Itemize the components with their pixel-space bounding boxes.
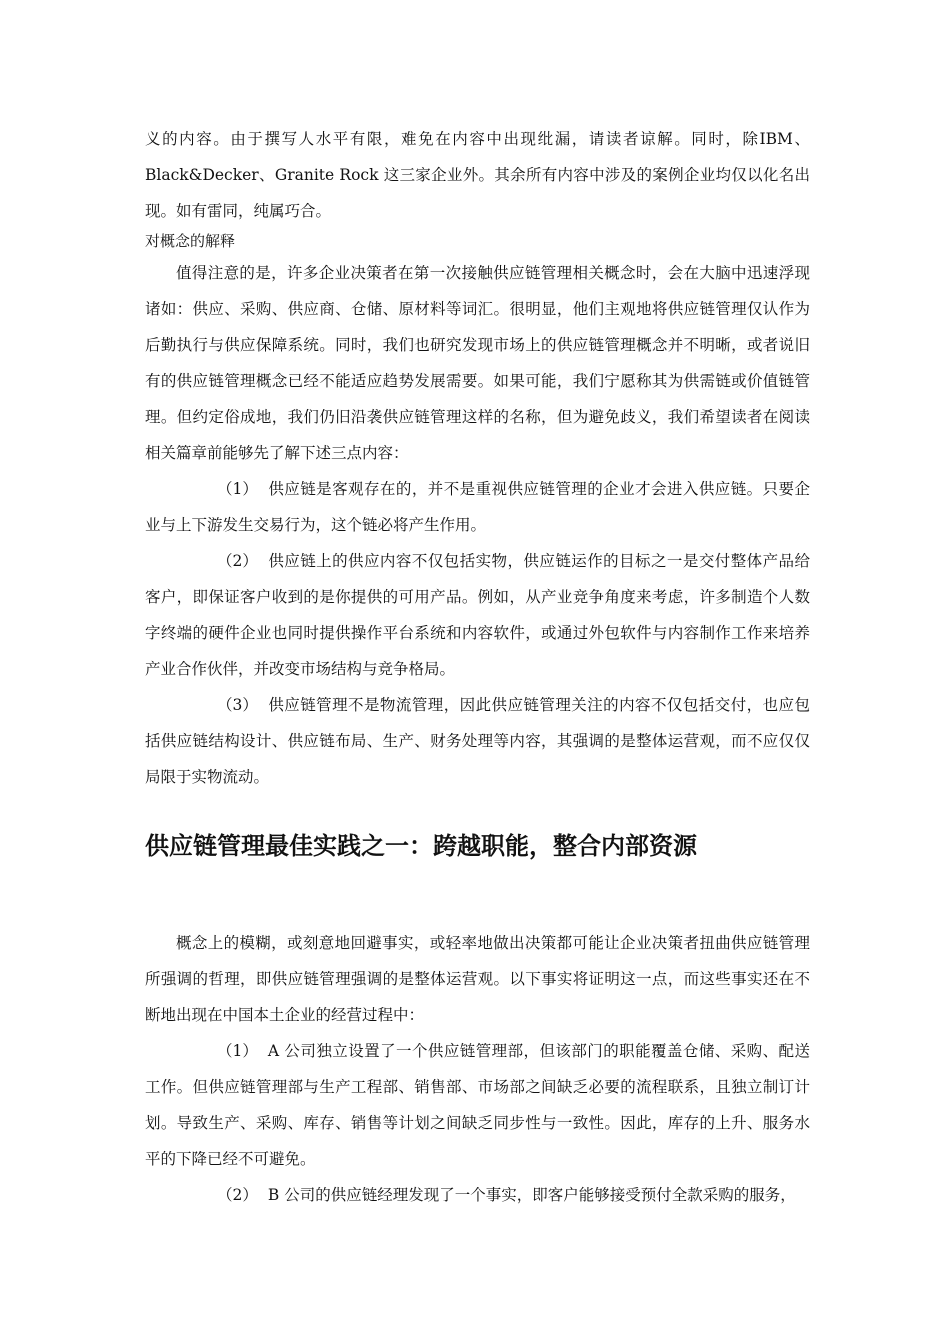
concept-paragraph: 值得注意的是，许多企业决策者在第一次接触供应链管理相关概念时，会在大脑中迅速浮现诸如：供应、采购、供应商、仓储、原材料等词汇。很明显，他们主观地将供应链管理仅认作为后勤执行与供应保障系统。同时，我们也研究发现市场上的供应链管理概念并不明晰，或者说旧有的供应链管理概念已经不能适应趋势发展需要。如果可能，我们宁愿称其为供需链或价值链管理。但约定俗成地，我们仍旧沿袭供应链管理这样的名称，但为避免歧义，我们希望读者在阅读相关篇章前能够先了解下述三点内容： [145,264,810,462]
list-text: 供应链管理不是物流管理，因此供应链管理关注的内容不仅包括交付，也应包括供应链结构设计、供应链布局、生产、财务处理等内容，其强调的是整体运营观，而不应仅仅局限于实物流动。 [145,696,810,786]
concept-point-3 [145,687,810,795]
document-body [145,121,810,1213]
section-heading: 供应链管理最佳实践之一：跨越职能，整合内部资源 [145,832,697,860]
list-text: 供应链是客观存在的，并不是重视供应链管理的企业才会进入供应链。只要企业与上下游发生交易行为，这个链必将产生作用。 [145,480,810,534]
list-text: A 公司独立设置了一个供应链管理部，但该部门的职能覆盖仓储、采购、配送工作。但供应链管理部与生产工程部、销售部、市场部之间缺乏必要的流程联系，且独立制订计划。导致生产、采购、库存、销售等计划之间缺乏同步性与一致性。因此，库存的上升、服务水平的下降已经不可避免。 [145,1042,810,1168]
list-number: （2） [217,552,258,570]
list-text: B 公司的供应链经理发现了一个事实，即客户能够接受预付全款采购的服务， [267,1186,796,1204]
list-number: （3） [217,696,258,714]
concept-point-1 [145,471,810,543]
section-point-2 [145,1177,810,1213]
list-number: （1） [217,1042,258,1060]
intro-paragraph: 义的内容。由于撰写人水平有限，难免在内容中出现纰漏，请读者谅解。同时，除IBM、Black&Decker、Granite Rock 这三家企业外。其余所有内容中涉及的案例企业均仅以化名出现。如有雷同，纯属巧合。 [145,130,810,220]
concept-label: 对概念的解释 [145,232,236,250]
section-paragraph: 概念上的模糊，或刻意地回避事实，或轻率地做出决策都可能让企业决策者扭曲供应链管理所强调的哲理，即供应链管理强调的是整体运营观。以下事实将证明这一点，而这些事实还在不断地出现在中国本土企业的经营过程中： [145,934,810,1024]
list-text: 供应链上的供应内容不仅包括实物，供应链运作的目标之一是交付整体产品给客户，即保证客户收到的是你提供的可用产品。例如，从产业竞争角度来考虑，许多制造个人数字终端的硬件企业也同时提供操作平台系统和内容软件，或通过外包软件与内容制作工作来培养产业合作伙伴，并改变市场结构与竞争格局。 [145,552,810,678]
list-number: （2） [217,1186,258,1204]
concept-point-2 [145,543,810,687]
list-number: （1） [217,480,258,498]
section-point-1 [145,1033,810,1177]
